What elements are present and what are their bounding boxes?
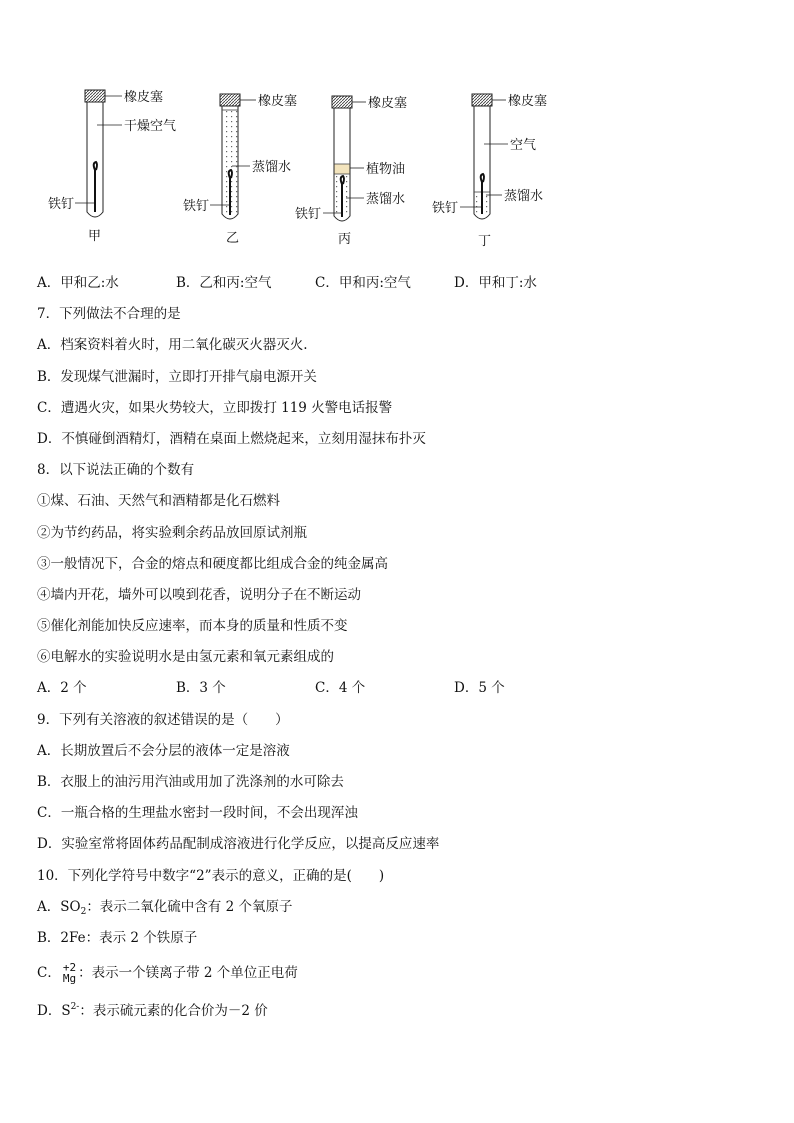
tube-bing-name: 丙 [338,232,352,247]
q6-option-d: D．甲和丁:水 [454,275,537,291]
q7-option-a: A．档案资料着火时，用二氧化碳灭火器灭火. [37,337,308,354]
tube-yi-label-0: 橡皮塞 [258,94,298,109]
q8-item-4: ④墙内开花，墙外可以嗅到花香，说明分子在不断运动 [37,586,361,603]
tube-yi-name: 乙 [226,231,240,246]
q9-option-c: C．一瓶合格的生理盐水密封一段时间，不会出现浑浊 [37,805,358,822]
tube-bing-label-1: 植物油 [366,162,406,177]
rubber-stopper-icon [220,94,240,106]
q8-item-3: ③一般情况下，合金的熔点和硬度都比组成合金的纯金属高 [37,555,388,572]
q7-option-c: C．遭遇火灾，如果火势较大，立即拨打 119 火警电话报警 [37,399,393,416]
q8-item-1: ①煤、石油、天然气和酒精都是化石燃料 [37,493,280,510]
q7-option-b: B．发现煤气泄漏时，立即打开排气扇电源开关 [37,368,317,385]
q8-option-c: C．4 个 [315,680,366,697]
tube-jia [48,89,176,244]
iron-nail-icon [94,162,97,212]
tube-ding-label-1: 空气 [510,138,537,153]
q10-c-text: ：表示一个镁离子带 2 个单位正电荷 [78,964,298,981]
tube-yi-label-2: 铁钉 [183,199,210,214]
q8-option-b: B．3 个 [176,680,226,697]
q10-a-subscript: 2 [80,906,87,917]
q9-option-b: B．衣服上的油污用汽油或用加了洗涤剂的水可除去 [37,774,344,790]
test-tube-figure [30,80,590,260]
q8-stem: 8．以下说法正确的个数有 [37,462,195,479]
q10-stem: 10．下列化学符号中数字“2”表示的意义，正确的是( ) [37,867,385,884]
tube-yi-label-1: 蒸馏水 [252,160,292,175]
question-text [37,268,757,1023]
tube-ding-label-0: 橡皮塞 [508,94,548,109]
q10-c-prefix: C． [37,964,61,981]
q10-a-prefix: A．SO [37,898,81,915]
q10-a-text: ：表示二氧化硫中含有 2 个氧原子 [86,898,293,915]
tube-jia-label-0: 橡皮塞 [124,90,164,105]
q6-option-a: A．甲和乙:水 [37,275,119,291]
rubber-stopper-icon [472,94,492,106]
tube-ding-label-2: 蒸馏水 [504,189,544,204]
q10-d-prefix: D．S [37,1003,71,1020]
q8-item-6: ⑥电解水的实验说明水是由氢元素和氧元素组成的 [37,649,334,666]
q10-c-symbol: Mg [62,972,77,986]
tube-jia-label-2: 铁钉 [48,197,75,212]
magnesium-valence-symbol [63,962,76,984]
q7-option-d: D．不慎碰倒酒精灯，酒精在桌面上燃烧起来，立刻用湿抹布扑灭 [37,430,426,447]
q8-option-a: A．2 个 [37,680,87,697]
tube-ding [432,93,547,249]
tube-jia-name: 甲 [88,229,102,244]
test-tube-diagram [30,80,590,260]
q10-d-superscript: 2- [70,1002,80,1013]
tube-jia-label-1: 干燥空气 [124,119,177,134]
tube-bing [295,95,407,247]
q10-option-c [37,954,757,992]
q8-item-5: ⑤催化剂能加快反应速率，而本身的质量和性质不变 [37,618,348,635]
q10-option-d [37,992,757,1023]
tube-bing-label-2: 蒸馏水 [366,192,406,207]
q6-option-c: C．甲和丙:空气 [315,275,411,291]
tube-yi [183,93,297,246]
tube-ding-label-3: 铁钉 [432,201,459,216]
q6-option-b: B．乙和丙:空气 [176,275,272,291]
q10-option-b: B．2Fe：表示 2 个铁原子 [37,929,198,946]
tube-bing-label-3: 铁钉 [295,207,322,222]
q8-options [37,673,757,704]
q8-option-d: D．5 个 [454,680,505,697]
q6-options [37,268,757,299]
q9-option-d: D．实验室常将固体药品配制成溶液进行化学反应，以提高反应速率 [37,836,440,853]
q10-d-text: ：表示硫元素的化合价为－2 价 [79,1003,268,1020]
q9-stem: 9．下列有关溶液的叙述错误的是（ ） [37,711,289,728]
tube-ding-name: 丁 [478,234,492,249]
q9-option-a: A．长期放置后不会分层的液体一定是溶液 [37,742,290,759]
q7-stem: 7．下列做法不合理的是 [37,306,181,323]
rubber-stopper-icon [85,90,105,102]
q10-c-charge: +2 [62,961,77,975]
q10-option-a [37,892,757,923]
tube-bing-label-0: 橡皮塞 [368,96,408,111]
q8-item-2: ②为节约药品，将实验剩余药品放回原试剂瓶 [37,524,307,541]
rubber-stopper-icon [332,96,352,108]
